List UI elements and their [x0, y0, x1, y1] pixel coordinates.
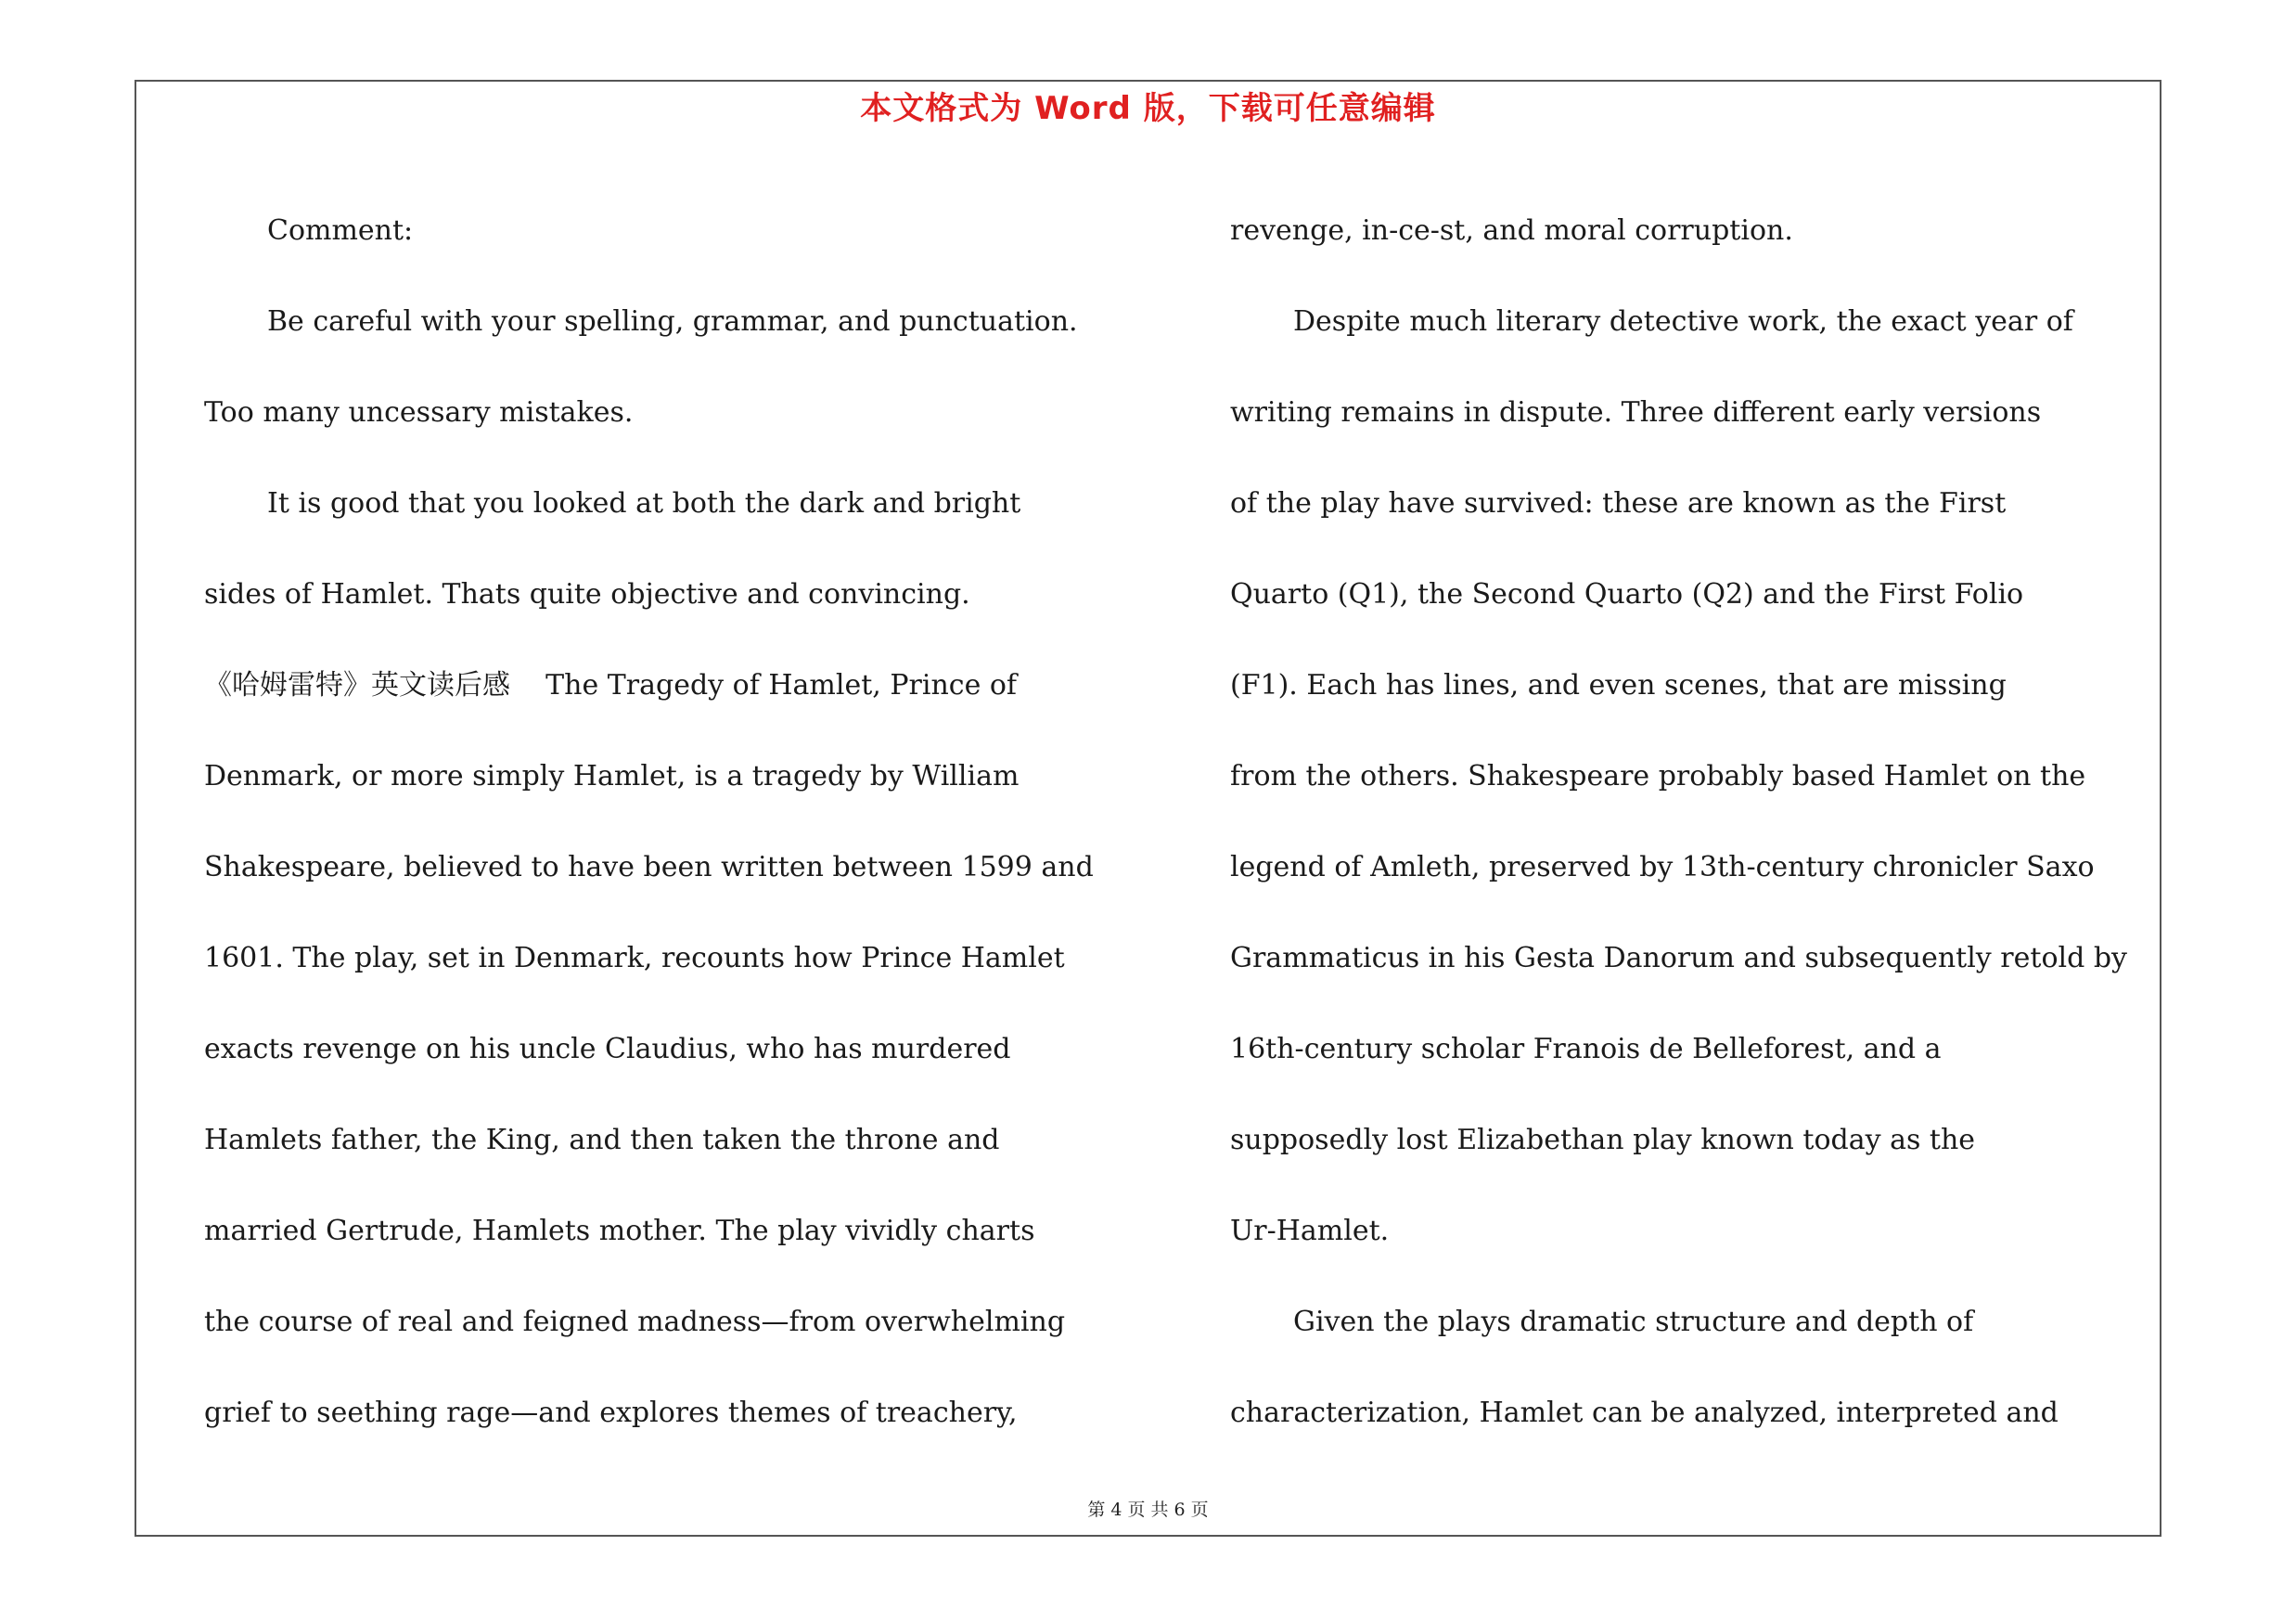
text-line: Hamlets father, the King, and then taken the throne and [204, 1124, 1000, 1156]
left-column [204, 186, 1160, 1459]
text-line: supposedly lost Elizabethan play known today as the [1230, 1124, 1976, 1156]
text-line: (F1). Each has lines, and even scenes, that are missing [1230, 669, 2007, 702]
text-line: 16th-century scholar Franois de Belleforest, and a [1230, 1033, 1942, 1065]
text-line: Shakespeare, believed to have been written between 1599 and [204, 851, 1094, 883]
text-line: grief to seething rage—and explores themes of treachery, [204, 1397, 1018, 1429]
text-line: Ur-Hamlet. [1230, 1215, 1390, 1247]
text-line: Comment: [267, 214, 414, 247]
text-line: sides of Hamlet. Thats quite objective and convincing. [204, 578, 970, 611]
text-line: 《哈姆雷特》英文读后感 The Tragedy of Hamlet, Prince of [204, 669, 1018, 702]
right-column [1230, 186, 2158, 1459]
text-line: the course of real and feigned madness—from overwhelming [204, 1306, 1066, 1338]
text-line: of the play have survived: these are known as the First [1230, 487, 2007, 520]
text-line: It is good that you looked at both the dark and bright [267, 487, 1021, 520]
text-line: Too many uncessary mistakes. [204, 396, 634, 429]
text-line: Despite much literary detective work, the exact year of [1293, 305, 2073, 338]
text-line: Denmark, or more simply Hamlet, is a tragedy by William [204, 760, 1020, 792]
text-line: Given the plays dramatic structure and depth of [1293, 1306, 1974, 1338]
text-line: from the others. Shakespeare probably based Hamlet on the [1230, 760, 2086, 792]
text-line: Be careful with your spelling, grammar, and punctuation. [267, 305, 1078, 338]
header-banner: 本文格式为 Word 版，下载可任意编辑 [860, 90, 1436, 127]
text-line: exacts revenge on his uncle Claudius, who has murdered [204, 1033, 1011, 1065]
text-line: Quarto (Q1), the Second Quarto (Q2) and the First Folio [1230, 578, 2024, 611]
page-number: 第 4 页 共 6 页 [1087, 1500, 1209, 1520]
text-line: married Gertrude, Hamlets mother. The play vividly charts [204, 1215, 1035, 1247]
text-line: revenge, in-ce-st, and moral corruption. [1230, 214, 1793, 247]
text-line: 1601. The play, set in Denmark, recounts how Prince Hamlet [204, 942, 1065, 974]
text-line: Grammaticus in his Gesta Danorum and subsequently retold by [1230, 942, 2127, 974]
text-line: legend of Amleth, preserved by 13th-century chronicler Saxo [1230, 851, 2095, 883]
text-line: writing remains in dispute. Three different early versions [1230, 396, 2042, 429]
text-line: characterization, Hamlet can be analyzed, interpreted and [1230, 1397, 2059, 1429]
